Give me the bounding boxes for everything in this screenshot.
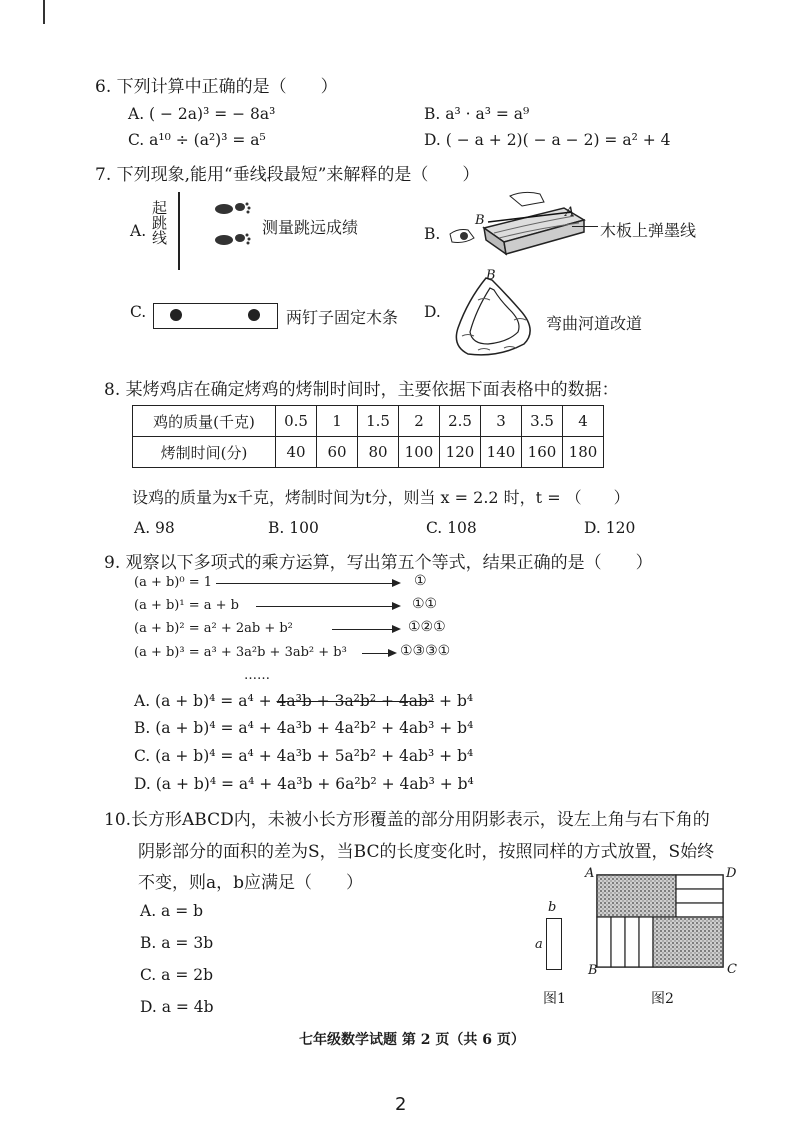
expansion-equation: (a + b)⁰ = 1: [134, 575, 213, 590]
q9-stem: 9. 观察以下多项式的乘方运算，写出第五个等式，结果正确的是（ ）: [104, 553, 653, 573]
q7-b-leader-line: [572, 226, 598, 227]
roasting-data-table: [132, 405, 604, 468]
page-edge-line: [43, 0, 45, 24]
q8-option-c: C. 108: [426, 519, 477, 537]
q7-option-d-text: 弯曲河道改道: [546, 314, 643, 333]
q6-stem: 6. 下列计算中正确的是（ ）: [95, 77, 338, 97]
nail-icon: [248, 309, 260, 321]
table-cell: 140: [481, 437, 522, 468]
table-cell: 120: [440, 437, 481, 468]
q10-option-d: D. a = 4b: [140, 998, 214, 1016]
fig1-label-b: b: [548, 900, 557, 915]
wooden-plank-chalkline-figure: [444, 188, 594, 260]
rectangle-abcd-figure: [596, 874, 724, 968]
arrow-line: [256, 606, 394, 607]
continuation-dots: ……: [244, 668, 270, 683]
q8-option-b: B. 100: [268, 519, 319, 537]
table-cell: 3.5: [522, 406, 563, 437]
q9-option-a-suffix: + b⁴: [434, 692, 474, 710]
arrow-line: [332, 629, 394, 630]
arrow-head-icon: [388, 649, 397, 657]
expansion-equation: (a + b)¹ = a + b: [134, 598, 239, 613]
coefficient-pattern: ①: [414, 573, 427, 589]
arrow-line: [216, 583, 394, 584]
table-cell: 180: [563, 437, 604, 468]
footprints-icon: [210, 196, 254, 254]
q6-option-d: D. ( − a + 2)( − a − 2) = a² + 4: [424, 131, 671, 149]
q6-option-a: A. ( − 2a)³ = − 8a³: [128, 105, 276, 123]
q7-option-c-text: 两钉子固定木条: [286, 308, 399, 327]
table-header-cell: 烤制时间(分): [133, 437, 276, 468]
nail-icon: [170, 309, 182, 321]
q7-a-vertical-text: 起跳线: [150, 200, 168, 245]
q9-option-c: C. (a + b)⁴ = a⁴ + 4a³b + 5a²b² + 4ab³ + b⁴: [134, 747, 474, 765]
table-cell: 100: [399, 437, 440, 468]
q9-option-a-prefix: A. (a + b)⁴ = a⁴ +: [134, 692, 277, 710]
q9-option-a: [134, 692, 473, 710]
table-cell: 0.5: [276, 406, 317, 437]
q10-line-1: 10.长方形ABCD内，未被小长方形覆盖的部分用阴影表示，设左上角与右下角的: [104, 810, 710, 830]
table-cell: 2: [399, 406, 440, 437]
coefficient-pattern: ①①: [412, 596, 438, 612]
arrow-head-icon: [392, 625, 401, 633]
q8-question: 设鸡的质量为x千克，烤制时间为t分，则当 x = 2.2 时，t = （ ）: [132, 488, 630, 507]
q9-option-d: D. (a + b)⁴ = a⁴ + 4a³b + 6a²b² + 4ab³ + b⁴: [134, 775, 474, 793]
q10-line-3: 不变，则a，b应满足（ ）: [138, 873, 364, 893]
q7-stem: 7. 下列现象,能用“垂线段最短”来解释的是（ ）: [95, 165, 480, 185]
table-header-cell: 鸡的质量(千克): [133, 406, 276, 437]
table-cell: 1.5: [358, 406, 399, 437]
fig2-point-d: D: [726, 866, 737, 881]
q10-line-2: 阴影部分的面积的差为S，当BC的长度变化时，按照同样的方式放置，S始终: [138, 842, 715, 862]
q9-option-b: B. (a + b)⁴ = a⁴ + 4a³b + 4a²b² + 4ab³ + b⁴: [134, 719, 474, 737]
table-cell: 40: [276, 437, 317, 468]
curved-river-figure: [448, 270, 540, 362]
table-row: [133, 437, 604, 468]
coefficient-pattern: ①②①: [408, 619, 446, 635]
table-cell: 60: [317, 437, 358, 468]
q7-b-point-a: A: [565, 205, 575, 220]
q7-option-a-label: A.: [130, 222, 147, 240]
takeoff-line: [178, 192, 180, 270]
page-number: 2: [395, 1094, 407, 1115]
q7-option-c-label: C.: [130, 303, 147, 321]
q8-option-d: D. 120: [584, 519, 636, 537]
q7-d-point-b: B: [486, 268, 496, 283]
q9-option-a-struck: 4a³b + 3a²b² + 4ab³: [276, 692, 435, 710]
q7-option-a-text: 测量跳远成绩: [262, 218, 359, 237]
fig2-point-c: C: [727, 962, 737, 977]
table-cell: 3: [481, 406, 522, 437]
fig2-point-b: B: [588, 963, 598, 978]
table-cell: 80: [358, 437, 399, 468]
page-footer: 七年级数学试题 第 2 页（共 6 页）: [299, 1032, 525, 1048]
fig1-label-a: a: [535, 937, 543, 952]
q7-option-d-label: D.: [424, 303, 441, 321]
small-rectangle-figure: [546, 918, 562, 970]
table-row: [133, 406, 604, 437]
q10-option-c: C. a = 2b: [140, 966, 214, 984]
q7-option-b-text: 木板上弹墨线: [600, 221, 697, 240]
q10-option-b: B. a = 3b: [140, 934, 214, 952]
q6-option-b: B. a³ · a³ = a⁹: [424, 105, 530, 123]
q7-option-b-label: B.: [424, 225, 441, 243]
q10-option-a: A. a = b: [140, 902, 204, 920]
coefficient-pattern: ①③③①: [400, 643, 451, 659]
q8-option-a: A. 98: [134, 519, 175, 537]
fig2-caption: 图2: [651, 991, 674, 1007]
arrow-line: [362, 653, 390, 654]
q8-stem: 8. 某烤鸡店在确定烤鸡的烤制时间时，主要依据下面表格中的数据：: [104, 380, 619, 400]
arrow-head-icon: [392, 602, 401, 610]
table-cell: 160: [522, 437, 563, 468]
table-cell: 1: [317, 406, 358, 437]
expansion-equation: (a + b)³ = a³ + 3a²b + 3ab² + b³: [134, 645, 347, 660]
table-cell: 2.5: [440, 406, 481, 437]
q7-b-point-b: B: [475, 213, 485, 228]
expansion-equation: (a + b)² = a² + 2ab + b²: [134, 621, 293, 636]
fig2-point-a: A: [585, 866, 595, 881]
q6-option-c: C. a¹⁰ ÷ (a²)³ = a⁵: [128, 131, 266, 149]
fig1-caption: 图1: [543, 991, 566, 1007]
arrow-head-icon: [392, 579, 401, 587]
table-cell: 4: [563, 406, 604, 437]
